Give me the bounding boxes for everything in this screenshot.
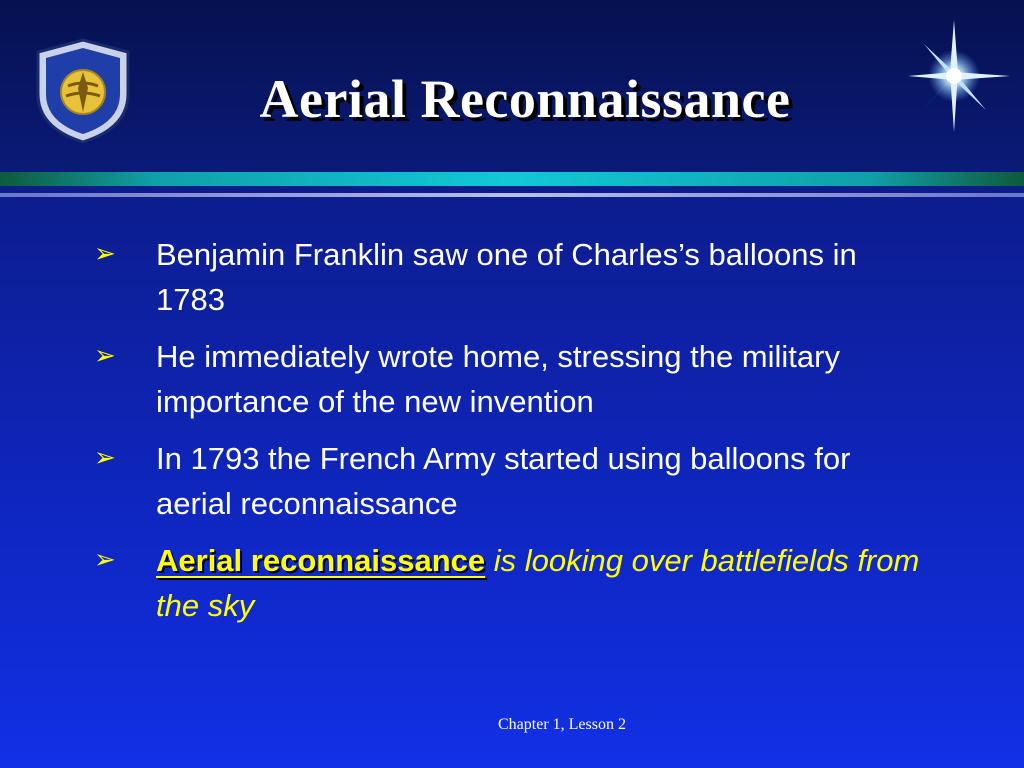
- definition-term: Aerial reconnaissance: [156, 543, 486, 578]
- arrow-bullet-icon: ➢: [94, 545, 116, 575]
- bullet-list: [90, 232, 930, 640]
- list-item: [90, 232, 930, 322]
- bullet-text: He immediately wrote home, stressing the military importance of the new invention: [156, 339, 840, 419]
- slide-title: Aerial Reconnaissance: [259, 69, 791, 129]
- definition-text: is looking over battlefields from the sky: [156, 543, 920, 623]
- arrow-bullet-icon: ➢: [94, 239, 116, 269]
- list-item-definition: [90, 538, 930, 628]
- star-icon: [904, 16, 1014, 136]
- list-item: [90, 436, 930, 526]
- arrow-bullet-icon: ➢: [94, 443, 116, 473]
- header-divider-line: [0, 193, 1024, 197]
- slide-footer: Chapter 1, Lesson 2: [498, 716, 626, 733]
- arrow-bullet-icon: ➢: [94, 341, 116, 371]
- bullet-text: Benjamin Franklin saw one of Charles’s balloons in 1783: [156, 237, 857, 317]
- bullet-text: In 1793 the French Army started using balloons for aerial reconnaissance: [156, 441, 851, 521]
- list-item: [90, 334, 930, 424]
- header-divider: [0, 172, 1024, 186]
